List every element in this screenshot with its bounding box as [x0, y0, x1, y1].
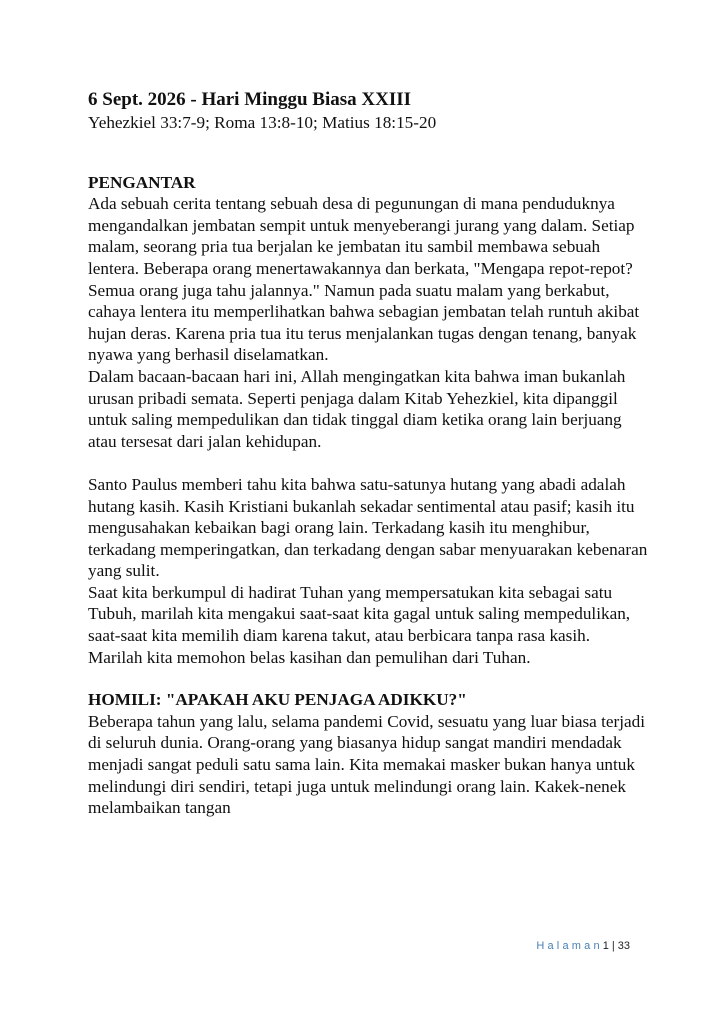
homily-paragraph: Beberapa tahun yang lalu, selama pandemi Covid, sesuatu yang luar biasa terjadi di seluruh dunia. Orang-orang yang biasanya hidup sangat mandiri mendadak menjadi sangat peduli satu sama lain. Kita memakai masker bukan hanya untuk melindungi diri sendiri, tetapi juga untuk melindungi orang lain. Kakek-nenek melambaikan tangan — [88, 711, 645, 818]
footer-total-pages: 33 — [617, 940, 630, 952]
intro-paragraph-2: Dalam bacaan-bacaan hari ini, Allah mengingatkan kita bahwa iman bukanlah urusan pribadi semata. Seperti penjaga dalam Kitab Yehezkiel, kita dipanggil untuk saling mempedulikan dan tidak tinggal diam ketika orang lain berjuang atau tersesat dari jalan kehidupan. — [88, 366, 626, 451]
footer-separator: | — [611, 940, 615, 952]
homily-heading: HOMILI: "APAKAH AKU PENJAGA ADIKKU?" — [88, 690, 467, 710]
spacer — [88, 668, 648, 689]
intro-paragraph-1: Ada sebuah cerita tentang sebuah desa di pegunungan di mana penduduknya mengandalkan jembatan sempit untuk menyeberangi jurang yang dalam. Setiap malam, seorang pria tua berjalan ke jembatan itu sambil membawa sebuah lentera. Beberapa orang menertawakannya dan berkata, "Mengapa repot-repot? Semua orang juga tahu jalannya." Namun pada suatu malam yang berkabut, cahaya lentera itu memperlihatkan bahwa sebagian jembatan telah runtuh akibat hujan deras. Karena pria tua itu terus menjalankan tugas dengan tenang, banyak nyawa yang berhasil diselamatkan. — [88, 194, 640, 365]
readings-line: Yehezkiel 33:7-9; Roma 13:8-10; Matius 18:15-20 — [88, 113, 437, 132]
footer-label: Halaman — [536, 940, 603, 952]
intro-paragraph-3: Santo Paulus memberi tahu kita bahwa satu-satunya hutang yang abadi adalah hutang kasih. Kasih Kristiani bukanlah sekadar sentimental atau pasif; kasih itu mengusahakan kebaikan bagi orang lain. Terkadang kasih itu menghibur, terkadang memperingatkan, dan terkadang dengan sabar menyuarakan kebenaran yang sulit. — [88, 474, 648, 581]
intro-heading: PENGANTAR — [88, 172, 196, 192]
page-title: 6 Sept. 2026 - Hari Minggu Biasa XXIII — [88, 89, 412, 110]
spacer — [88, 134, 648, 172]
document-body — [88, 88, 648, 819]
footer-page-number: 1 — [602, 940, 609, 952]
spacer — [88, 452, 648, 474]
page-footer — [500, 940, 630, 952]
intro-paragraph-4: Saat kita berkumpul di hadirat Tuhan yang mempersatukan kita sebagai satu Tubuh, marilah kita mengakui saat-saat kita gagal untuk saling mempedulikan, saat-saat kita memilih diam karena takut, atau berbicara tanpa rasa kasih. Marilah kita memohon belas kasihan dan pemulihan dari Tuhan. — [88, 582, 631, 667]
